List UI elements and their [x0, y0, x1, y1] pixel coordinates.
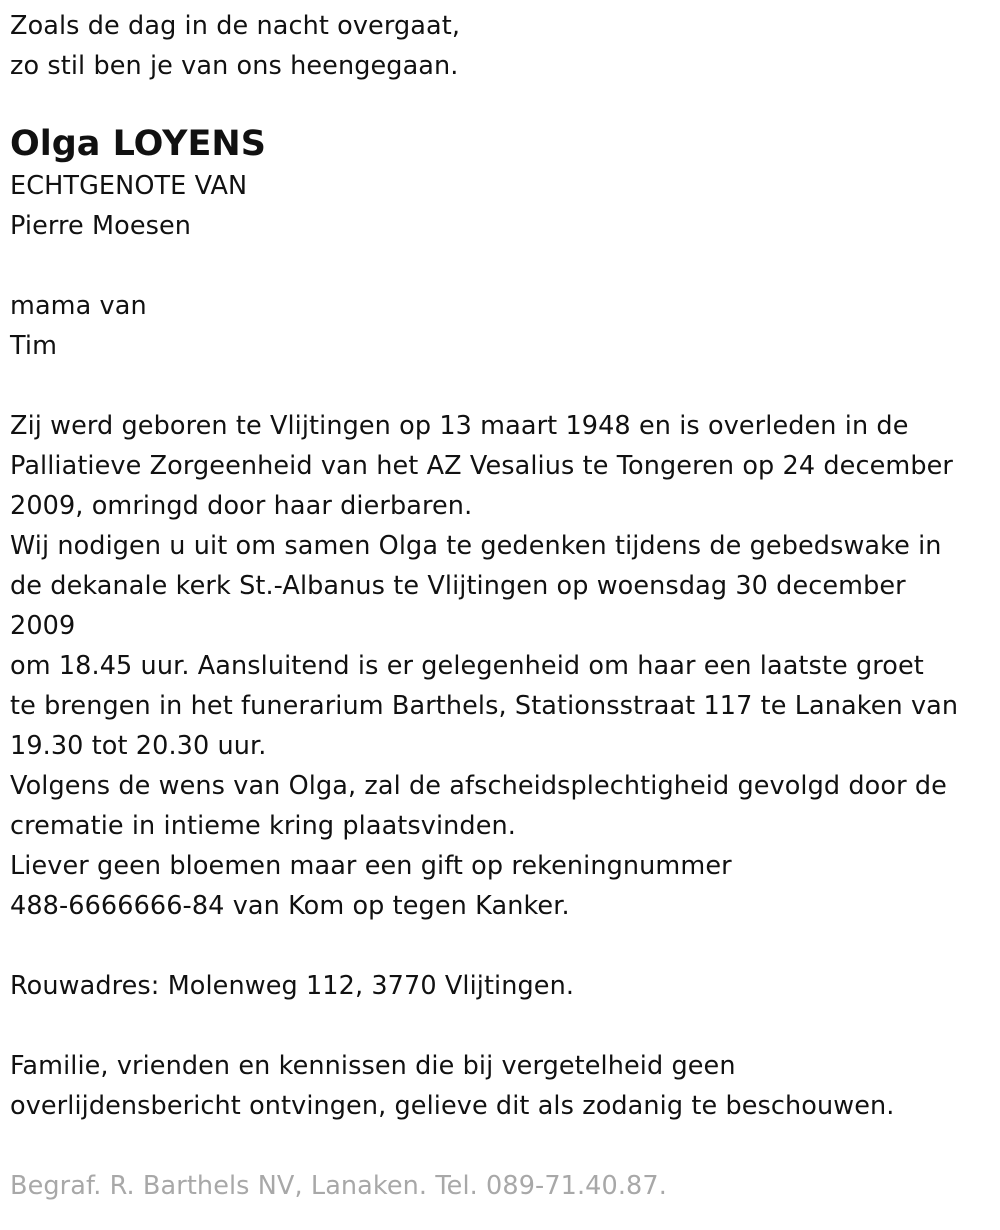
- announcement-line: Wij nodigen u uit om samen Olga te gedenken tijdens de gebedswake in: [10, 531, 942, 561]
- closing-text: [10, 1046, 995, 1126]
- announcement-line: Volgens de wens van Olga, zal de afscheidsplechtigheid gevolgd door de: [10, 771, 947, 801]
- announcement-line: 2009, omringd door haar dierbaren.: [10, 491, 473, 521]
- funeral-director-footer: Begraf. R. Barthels NV, Lanaken. Tel. 089-71.40.87.: [10, 1171, 667, 1201]
- announcement-line: crematie in intieme kring plaatsvinden.: [10, 811, 516, 841]
- deceased-name: Olga LOYENS: [10, 124, 266, 164]
- spacer: [10, 246, 995, 286]
- spacer: [10, 926, 995, 966]
- spacer: [10, 1006, 995, 1046]
- children-name: Tim: [10, 331, 58, 361]
- announcement-line: om 18.45 uur. Aansluitend is er gelegenheid om haar een laatste groet: [10, 651, 924, 681]
- spouse-section: [10, 166, 995, 246]
- announcement-text: [10, 406, 995, 926]
- motto: [10, 6, 995, 86]
- motto-line: Zoals de dag in de nacht overgaat,: [10, 11, 461, 41]
- announcement-line: Liever geen bloemen maar een gift op rekeningnummer: [10, 851, 732, 881]
- spouse-name: Pierre Moesen: [10, 211, 192, 241]
- obituary-notice: [10, 6, 995, 1206]
- closing-line: overlijdensbericht ontvingen, gelieve dit als zodanig te beschouwen.: [10, 1091, 895, 1121]
- mourning-address: Rouwadres: Molenweg 112, 3770 Vlijtingen.: [10, 971, 575, 1001]
- children-label: mama van: [10, 291, 147, 321]
- spacer: [10, 1126, 995, 1166]
- announcement-line: Zij werd geboren te Vlijtingen op 13 maart 1948 en is overleden in de: [10, 411, 909, 441]
- spouse-label: ECHTGENOTE VAN: [10, 171, 248, 201]
- announcement-line: 2009: [10, 611, 76, 641]
- closing-line: Familie, vrienden en kennissen die bij vergetelheid geen: [10, 1051, 736, 1081]
- children-section: [10, 286, 995, 366]
- announcement-line: 19.30 tot 20.30 uur.: [10, 731, 267, 761]
- announcement-line: te brengen in het funerarium Barthels, Stationsstraat 117 te Lanaken van: [10, 691, 959, 721]
- announcement-line: de dekanale kerk St.-Albanus te Vlijtingen op woensdag 30 december: [10, 571, 906, 601]
- announcement-line: 488-6666666-84 van Kom op tegen Kanker.: [10, 891, 570, 921]
- announcement-line: Palliatieve Zorgeenheid van het AZ Vesalius te Tongeren op 24 december: [10, 451, 953, 481]
- spacer: [10, 366, 995, 406]
- motto-line: zo stil ben je van ons heengegaan.: [10, 51, 459, 81]
